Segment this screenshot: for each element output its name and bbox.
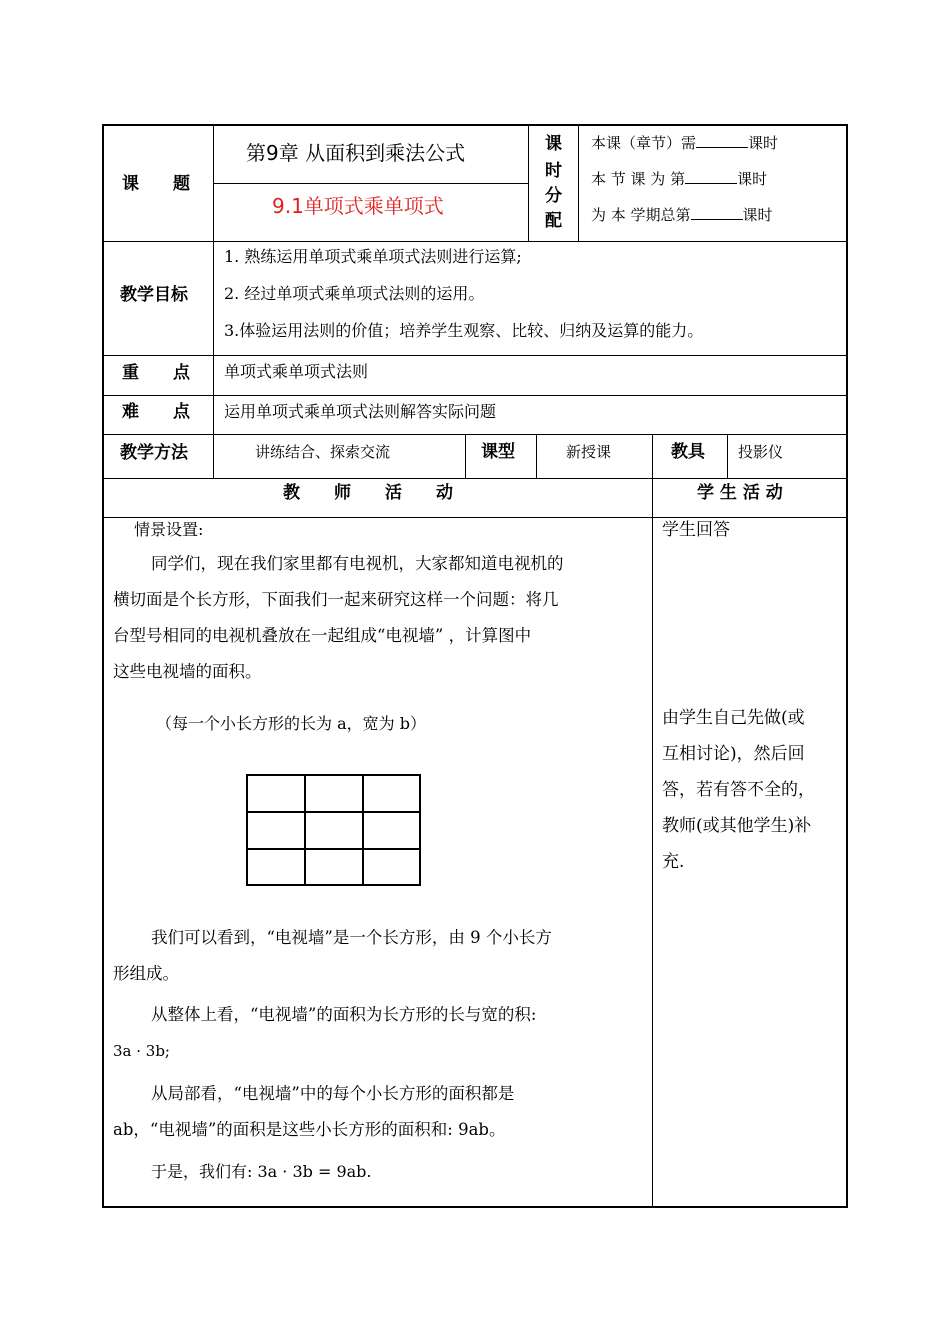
objective-item: 3.体验运用法则的价值；培养学生观察、比较、归纳及运算的能力。	[224, 321, 704, 340]
objective-item: 2. 经过单项式乘单项式法则的运用。	[224, 284, 485, 303]
text-line: 台型号相同的电视机叠放在一起组成“电视墙” ，计算图中	[113, 626, 532, 645]
text-line: 形组成。	[113, 964, 179, 983]
period-label-char: 配	[545, 211, 562, 231]
paragraph	[113, 997, 536, 1069]
key-point-value: 单项式乘单项式法则	[224, 362, 369, 381]
blank-field[interactable]	[691, 206, 743, 220]
period-line	[591, 206, 773, 223]
chapter-title: 第9章 从面积到乘法公式	[246, 141, 466, 165]
grid-cell	[246, 848, 306, 886]
text-line: ab，“电视墙”的面积是这些小长方形的面积和: 9ab。	[113, 1120, 506, 1139]
col-rule	[652, 434, 653, 1206]
teaching-tool-value: 投影仪	[738, 443, 784, 461]
period-line	[591, 170, 767, 187]
period-line-suffix: 课时	[737, 170, 768, 188]
dimension-note: （每一个小长方形的长为 a，宽为 b）	[156, 714, 426, 733]
row-rule	[214, 183, 528, 184]
col-rule	[213, 124, 214, 478]
col-rule	[528, 124, 529, 241]
period-line	[591, 134, 778, 151]
period-line-prefix: 本课（章节）需	[591, 134, 697, 152]
text-line: 答，若有答不全的，	[662, 780, 815, 800]
text-line: 我们可以看到，“电视墙”是一个长方形，由 9 个小长方	[151, 928, 552, 947]
grid-cell	[362, 774, 421, 813]
paragraph	[113, 920, 552, 992]
blank-field[interactable]	[696, 134, 748, 148]
text-line: 由学生自己先做(或	[662, 708, 805, 728]
teacher-activity-header: 教 师 活 动	[283, 483, 453, 503]
text-line: 从局部看，“电视墙”中的每个小长方形的面积都是	[151, 1084, 515, 1103]
difficulty-value: 运用单项式乘单项式法则解答实际问题	[224, 402, 497, 421]
tv-wall-grid	[246, 774, 421, 886]
text-line: 教师(或其他学生)补	[662, 816, 812, 836]
row-rule	[102, 478, 848, 479]
col-rule	[536, 434, 537, 478]
paragraph	[113, 546, 564, 690]
grid-cell	[246, 774, 306, 813]
period-line-suffix: 课时	[742, 206, 773, 224]
student-answer: 学生回答	[662, 520, 730, 540]
lesson-type-value: 新授课	[566, 443, 612, 461]
key-point-label: 重 点	[122, 363, 190, 383]
grid-cell	[304, 811, 364, 850]
conclusion-formula: 于是，我们有: 3a · 3b = 9ab.	[151, 1162, 372, 1181]
blank-field[interactable]	[685, 170, 737, 184]
table-border-left	[102, 124, 104, 1208]
grid-cell	[246, 811, 306, 850]
table-border-bottom	[102, 1206, 848, 1208]
row-rule	[102, 517, 848, 518]
section-title: 9.1单项式乘单项式	[272, 194, 444, 218]
period-label-char: 课	[545, 134, 562, 154]
student-activity-header: 学 生 活 动	[697, 483, 783, 503]
intro-label: 情景设置:	[134, 520, 204, 539]
text-line: 从整体上看，“电视墙”的面积为长方形的长与宽的积:	[151, 1005, 537, 1024]
text-line: 这些电视墙的面积。	[113, 662, 262, 681]
period-label-char: 时	[545, 161, 562, 181]
student-discussion	[662, 700, 815, 880]
objective-item: 1. 熟练运用单项式乘单项式法则进行运算;	[224, 247, 522, 266]
period-line-prefix: 本 节 课 为 第	[591, 170, 686, 188]
table-border-right	[846, 124, 848, 1208]
period-line-prefix: 为 本 学期总第	[591, 206, 691, 224]
teaching-tool-label: 教具	[671, 442, 705, 462]
text-line: 横切面是个长方形，下面我们一起来研究这样一个问题：将几	[113, 590, 559, 609]
grid-cell	[362, 811, 421, 850]
difficulty-label: 难 点	[122, 402, 190, 422]
objectives-label: 教学目标	[120, 285, 188, 305]
text-line: 充.	[662, 852, 685, 872]
lesson-type-label: 课型	[481, 442, 515, 462]
col-rule	[465, 434, 466, 478]
grid-cell	[304, 848, 364, 886]
topic-label: 课 题	[122, 174, 190, 194]
paragraph	[113, 1076, 514, 1148]
text-line: 3a · 3b;	[113, 1042, 170, 1060]
method-value: 讲练结合、探索交流	[255, 443, 391, 461]
col-rule	[578, 124, 579, 241]
method-label: 教学方法	[120, 443, 188, 463]
col-rule	[727, 434, 728, 478]
text-line: 同学们，现在我们家里都有电视机，大家都知道电视机的	[151, 554, 564, 573]
grid-cell	[304, 774, 364, 813]
grid-cell	[362, 848, 421, 886]
period-line-suffix: 课时	[748, 134, 779, 152]
text-line: 互相讨论)，然后回	[662, 744, 805, 764]
period-label-char: 分	[545, 186, 562, 206]
